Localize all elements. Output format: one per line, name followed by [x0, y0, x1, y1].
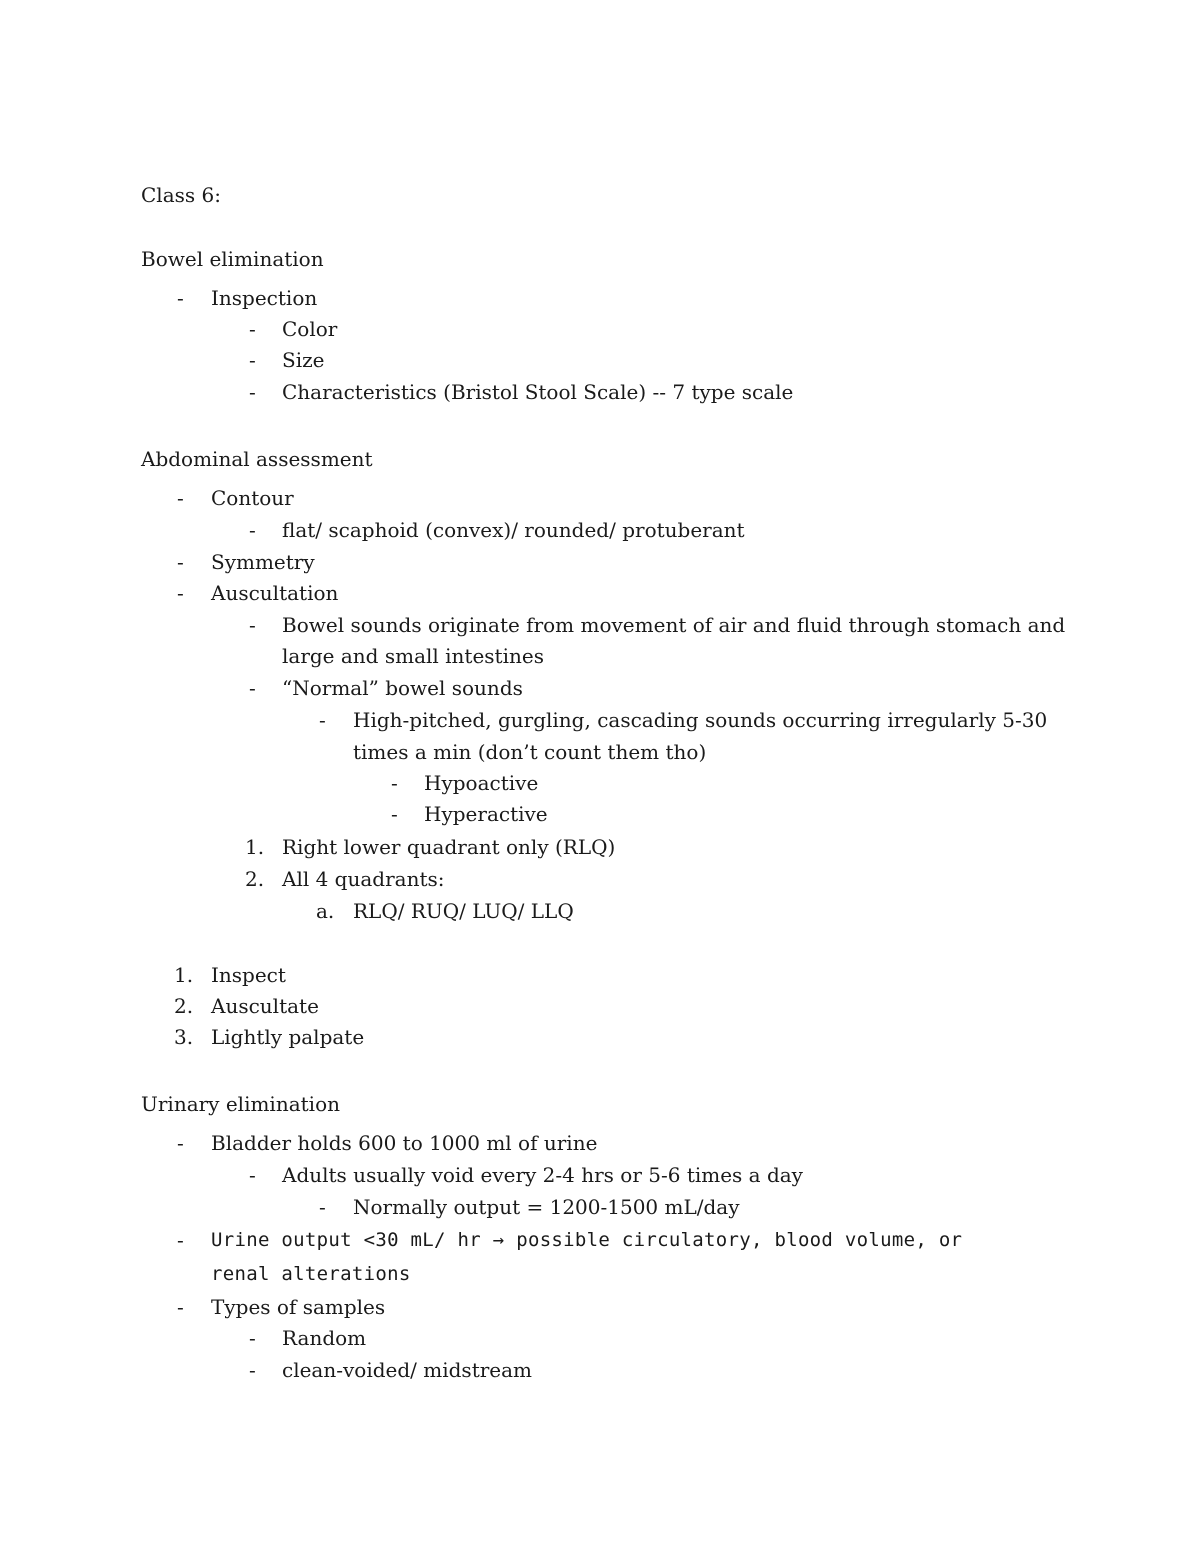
bullet-dash: -	[177, 286, 184, 310]
bullet-dash: -	[249, 380, 256, 404]
bullet-dash: -	[177, 1131, 184, 1155]
bullet-dash: -	[249, 348, 256, 372]
list-number: 2.	[245, 867, 265, 891]
bullet-dash: -	[177, 1295, 184, 1319]
bullet-dash: -	[249, 676, 256, 700]
bullet-dash: -	[249, 1358, 256, 1382]
bullet-dash: -	[319, 1195, 326, 1219]
bullet-dash: -	[177, 1228, 184, 1252]
document-page: Class 6: Bowel elimination - Inspection - Color - Size - Characteristics (Bristol Stool Scale) -- 7 type scale Abdominal assessment - Contour - flat/ scaphoid (convex)/ rounded/ protuberant - Symmetry - Auscultation - Bowel sounds originate from movement of air and fluid through stomach and large and small intestines - “Normal” bowel sounds - High-pitched, gurgling, cascading sounds occurring irregularly 5-30 times a min (don’t count them tho) - Hypoactive - Hyperactive 1. Right lower quadrant only (RLQ) 2. All 4 quadrants: a. RLQ/ RUQ/ LUQ/ LLQ 1. Inspect 2. Auscultate 3. Lightly palpate Urinary elimination - Bladder holds 600 to 1000 ml of urine - Adults usually void every 2-4 hrs or 5-6 times a day - Normally output = 1200-1500 mL/day - Urine output <30 mL/ hr → possible circulatory, blood volume, or renal alterations - Types of samples - Random - clean-voided/ midstream	[0, 0, 1200, 1553]
bullet-dash: -	[177, 550, 184, 574]
bullet-dash: -	[319, 708, 326, 732]
bullet-dash: -	[249, 1163, 256, 1187]
bullet-dash: -	[177, 581, 184, 605]
list-letter: a.	[316, 899, 335, 923]
bullet-dash: -	[249, 518, 256, 542]
bullet-dash: -	[391, 802, 398, 826]
list-number: 2.	[174, 994, 194, 1018]
bullet-dash: -	[249, 317, 256, 341]
bullet-dash: -	[249, 613, 256, 637]
bullet-dash: -	[249, 1326, 256, 1350]
list-number: 1.	[245, 835, 265, 859]
list-number: 3.	[174, 1025, 194, 1049]
list-number: 1.	[174, 963, 194, 987]
bullet-dash: -	[177, 486, 184, 510]
bullet-dash: -	[391, 771, 398, 795]
